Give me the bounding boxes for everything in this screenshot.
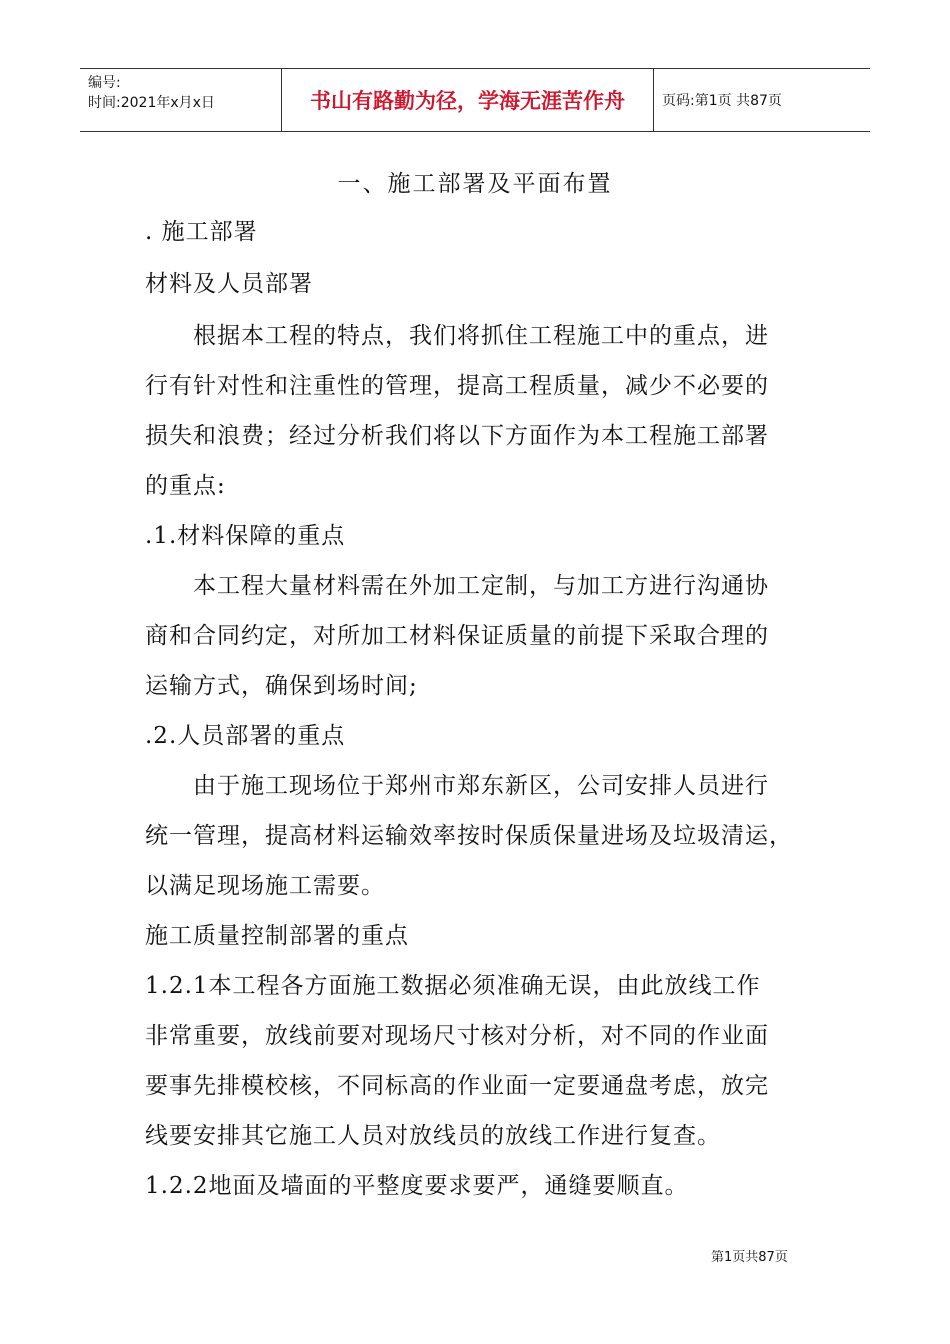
section-title: 一、施工部署及平面布置 [337, 171, 613, 197]
paragraph-line: 以满足现场施工需要。 [145, 873, 385, 899]
paragraph-line: 本工程大量材料需在外加工定制，与加工方进行沟通协 [193, 573, 769, 599]
heading-personnel-deployment: .2.人员部署的重点 [145, 723, 346, 749]
heading-materials-personnel: 材料及人员部署 [145, 271, 313, 297]
page-footer: 第1页共87页 [711, 1250, 788, 1265]
heading-quality-control: 施工质量控制部署的重点 [145, 923, 409, 949]
paragraph-line: 统一管理，提高材料运输效率按时保质保量进场及垃圾清运， [145, 823, 793, 849]
header-meta [80, 69, 282, 131]
document-header [80, 68, 870, 132]
header-page-info: 页码:第1页 共87页 [662, 93, 782, 109]
paragraph-line: 根据本工程的特点，我们将抓住工程施工中的重点，进 [193, 323, 769, 349]
paragraph-line: 线要安排其它施工人员对放线员的放线工作进行复查。 [145, 1123, 721, 1149]
paragraph-line: 由于施工现场位于郑州市郑东新区，公司安排人员进行 [193, 773, 769, 799]
paragraph-line: 1.2.2地面及墙面的平整度要求要严，通缝要顺直。 [145, 1173, 689, 1199]
paragraph-line: 的重点: [145, 473, 226, 499]
heading-material-guarantee: .1.材料保障的重点 [145, 523, 346, 549]
document-time-label: 时间:2021年x月x日 [88, 95, 215, 111]
heading-construction-deployment: . 施工部署 [145, 219, 258, 245]
paragraph-line: 运输方式，确保到场时间; [145, 673, 418, 699]
paragraph-line: 要事先排模校核，不同标高的作业面一定要通盘考虑，放完 [145, 1073, 769, 1099]
document-number-label: 编号: [88, 75, 121, 91]
paragraph-line: 损失和浪费；经过分析我们将以下方面作为本工程施工部署 [145, 423, 769, 449]
header-motto: 书山有路勤为径，学海无涯苦作舟 [282, 69, 654, 131]
paragraph-line: 非常重要，放线前要对现场尺寸核对分析，对不同的作业面 [145, 1023, 769, 1049]
paragraph-line: 1.2.1本工程各方面施工数据必须准确无误，由此放线工作 [145, 973, 761, 999]
paragraph-line: 行有针对性和注重性的管理，提高工程质量，减少不必要的 [145, 373, 769, 399]
paragraph-line: 商和合同约定，对所加工材料保证质量的前提下采取合理的 [145, 623, 769, 649]
